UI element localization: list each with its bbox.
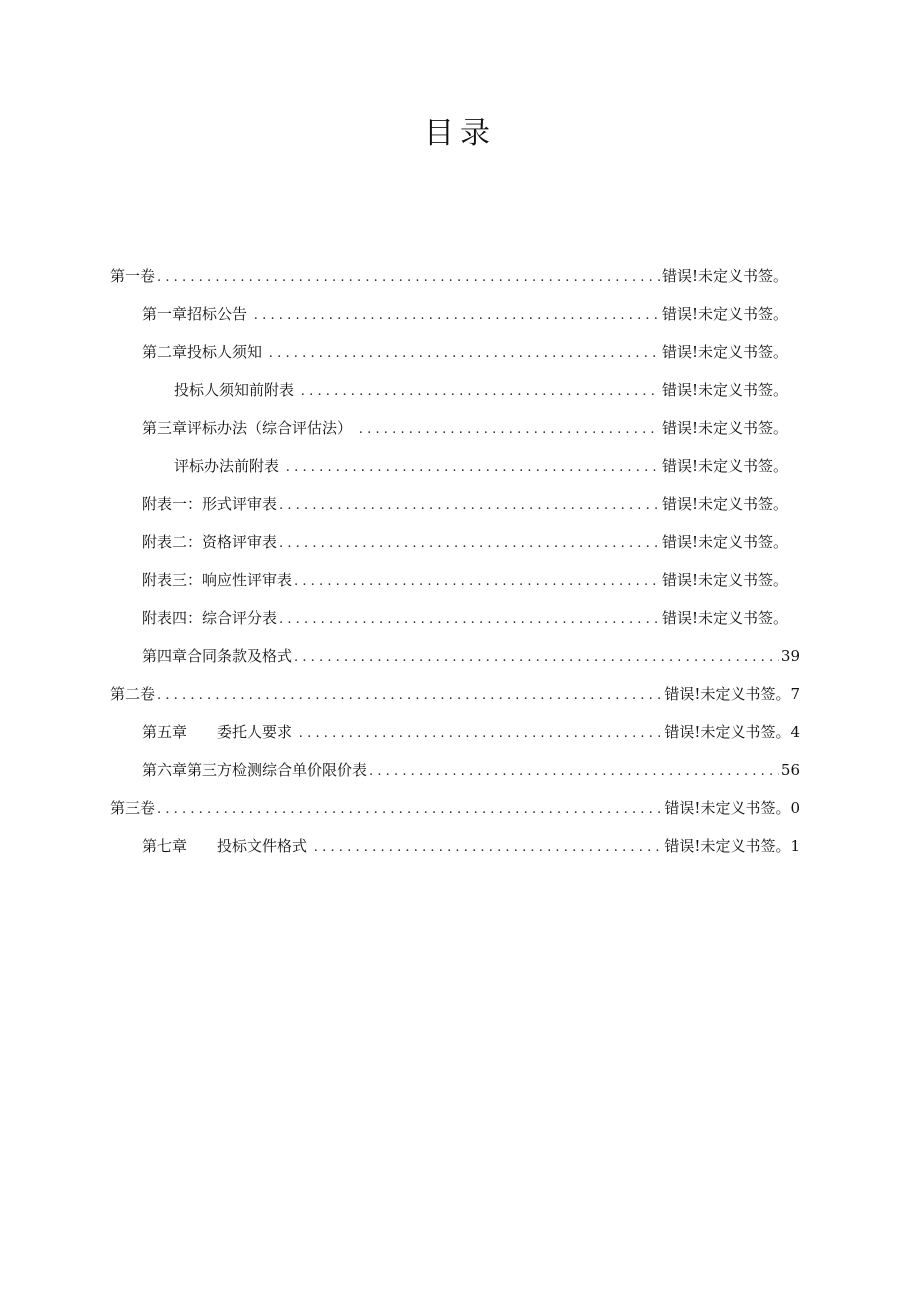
toc-entry[interactable] (0, 752, 920, 790)
toc-entry-label: 附表三：响应性评审表 (142, 571, 293, 589)
toc-entry-page: 错误!未定义书签。 (661, 267, 788, 285)
toc-entry[interactable] (0, 828, 920, 866)
toc-leader-dots (369, 762, 779, 782)
toc-leader-dots (359, 420, 660, 440)
toc-entry-label: 附表一：形式评审表 (142, 495, 278, 513)
toc-leader-dots (254, 306, 660, 326)
toc-entry-page: 错误!未定义书签。 (661, 533, 788, 551)
toc-entry-label: 第三卷 (110, 799, 156, 817)
toc-entry[interactable] (0, 600, 920, 638)
toc-entry-page: 错误!未定义书签。1 (664, 837, 800, 855)
toc-entry-page: 错误!未定义书签。 (661, 381, 788, 399)
toc-entry[interactable] (0, 714, 920, 752)
toc-entry[interactable] (0, 258, 920, 296)
toc-entry-label: 投标人须知前附表 (174, 381, 299, 399)
toc-leader-dots (157, 686, 662, 706)
toc-entry-label: 第四章合同条款及格式 (142, 647, 293, 665)
toc-entry-label: 附表四：综合评分表 (142, 609, 278, 627)
toc-leader-dots (286, 458, 660, 478)
toc-leader-dots (157, 268, 660, 288)
toc-leader-dots (279, 534, 660, 554)
toc-entry-page: 39 (780, 647, 800, 665)
toc-entry-page: 错误!未定义书签。 (661, 609, 788, 627)
page-title: 目录 (424, 116, 496, 151)
toc-entry-page: 错误!未定义书签。 (661, 571, 788, 589)
toc-entry-label: 第一卷 (110, 267, 156, 285)
toc-leader-dots (294, 572, 660, 592)
toc-entry-label: 第六章第三方检测综合单价限价表 (142, 761, 368, 779)
toc-leader-dots (299, 724, 663, 744)
toc-entry-page: 错误!未定义书签。 (661, 305, 788, 323)
toc-entry[interactable] (0, 410, 920, 448)
toc-leader-dots (269, 344, 660, 364)
toc-leader-dots (157, 800, 662, 820)
toc-leader-dots (279, 610, 660, 630)
toc-leader-dots (301, 382, 660, 402)
toc-entry-page: 错误!未定义书签。4 (664, 723, 800, 741)
toc-entry[interactable] (0, 334, 920, 372)
toc-entry-label: 第二卷 (110, 685, 156, 703)
toc-entry-label: 评标办法前附表 (174, 457, 284, 475)
toc-entry-page: 错误!未定义书签。0 (664, 799, 800, 817)
toc-entry-page: 错误!未定义书签。 (661, 495, 788, 513)
toc-entry-page: 错误!未定义书签。 (661, 419, 788, 437)
toc-entry-page: 错误!未定义书签。 (661, 343, 788, 361)
toc-entry-label: 第一章招标公告 (142, 305, 252, 323)
toc-entry-page: 错误!未定义书签。 (661, 457, 788, 475)
toc-entry[interactable] (0, 524, 920, 562)
toc-entry[interactable] (0, 562, 920, 600)
toc-entry[interactable] (0, 448, 920, 486)
toc-leader-dots (314, 838, 663, 858)
toc-entry-label: 第二章投标人须知 (142, 343, 267, 361)
toc-entry-page: 56 (780, 761, 800, 779)
toc-leader-dots (279, 496, 660, 516)
toc-entry-label: 第三章评标办法（综合评估法） (142, 419, 357, 437)
toc-entry[interactable] (0, 372, 920, 410)
toc-entry-label: 附表二：资格评审表 (142, 533, 278, 551)
toc-entry[interactable] (0, 486, 920, 524)
toc-entry-page: 错误!未定义书签。7 (664, 685, 800, 703)
toc-entry-label: 第七章 投标文件格式 (142, 837, 312, 855)
toc-entry[interactable] (0, 638, 920, 676)
toc-entry[interactable] (0, 296, 920, 334)
toc-entry-label: 第五章 委托人要求 (142, 723, 297, 741)
toc-entry[interactable] (0, 790, 920, 828)
table-of-contents (0, 258, 920, 866)
toc-leader-dots (294, 648, 779, 668)
toc-entry[interactable] (0, 676, 920, 714)
